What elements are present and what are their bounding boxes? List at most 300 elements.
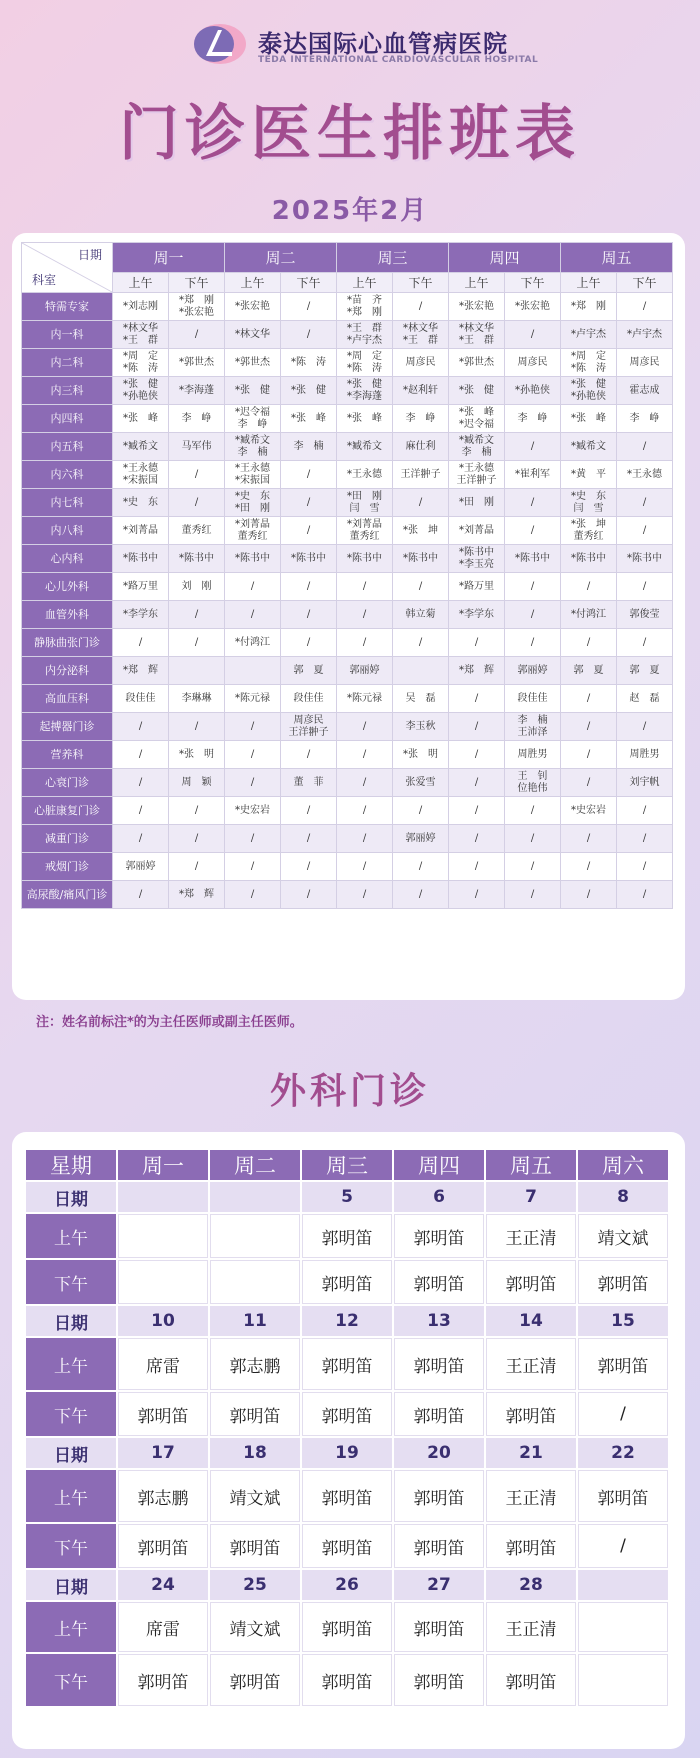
doctor-cell: 王正清 <box>486 1338 576 1390</box>
date-cell <box>118 1182 208 1212</box>
schedule-cell: / <box>449 629 505 657</box>
schedule-cell: 周胜男 <box>617 741 673 769</box>
date-cell: 26 <box>302 1570 392 1600</box>
schedule-cell: / <box>113 713 169 741</box>
schedule-cell: 郭丽婷 <box>337 657 393 685</box>
schedule-cell: 韩立菊 <box>393 601 449 629</box>
weekday-header: 周六 <box>578 1150 668 1180</box>
dept-label: 内分泌科 <box>22 657 113 685</box>
schedule-cell: / <box>337 713 393 741</box>
schedule-cell: *张 峰 <box>561 405 617 433</box>
schedule-cell: 董秀红 <box>169 517 225 545</box>
schedule-cell: *刘菁晶 <box>449 517 505 545</box>
header <box>0 0 700 80</box>
am-header: 上午 <box>561 273 617 293</box>
schedule-cell: / <box>169 321 225 349</box>
schedule-cell: 郭丽婷 <box>393 825 449 853</box>
dept-label: 起搏器门诊 <box>22 713 113 741</box>
schedule-cell: *臧希文 <box>113 433 169 461</box>
schedule-cell: / <box>337 769 393 797</box>
footnote: 注：姓名前标注*的为主任医师或副主任医师。 <box>36 1015 303 1030</box>
schedule-cell: *张 峰 <box>337 405 393 433</box>
schedule-cell: / <box>281 461 337 489</box>
schedule-cell: *郭世杰 <box>225 349 281 377</box>
schedule-cell: / <box>505 797 561 825</box>
schedule-cell: *路万里 <box>449 573 505 601</box>
schedule-cell: / <box>505 825 561 853</box>
schedule-cell: *王永德 <box>617 461 673 489</box>
schedule-cell: 马军伟 <box>169 433 225 461</box>
dept-label: 减重门诊 <box>22 825 113 853</box>
schedule-cell: *臧希文 <box>561 433 617 461</box>
schedule-cell: / <box>505 629 561 657</box>
schedule-cell: 吴 磊 <box>393 685 449 713</box>
doctor-cell: 郭明笛 <box>578 1260 668 1304</box>
schedule-cell: *郑 辉 <box>449 657 505 685</box>
date-label: 日期 <box>26 1570 116 1600</box>
doctor-cell: / <box>578 1392 668 1436</box>
schedule-cell: / <box>113 741 169 769</box>
doctor-cell: 郭明笛 <box>210 1654 300 1706</box>
schedule-cell: / <box>561 629 617 657</box>
schedule-cell: *王永德 *宋振国 <box>113 461 169 489</box>
date-cell <box>210 1182 300 1212</box>
date-cell: 17 <box>118 1438 208 1468</box>
dept-label: 心内科 <box>22 545 113 573</box>
weekday-header: 周一 <box>118 1150 208 1180</box>
schedule-cell: 张爱雪 <box>393 769 449 797</box>
table-row <box>22 349 673 377</box>
dept-label: 高尿酸/痛风门诊 <box>22 881 113 909</box>
schedule-cell: 段佳佳 <box>505 685 561 713</box>
schedule-cell: *林文华 *王 群 <box>449 321 505 349</box>
doctor-cell: 郭明笛 <box>486 1260 576 1304</box>
schedule-cell: / <box>281 573 337 601</box>
schedule-cell: *张 明 <box>393 741 449 769</box>
date-cell: 27 <box>394 1570 484 1600</box>
schedule-cell: 郭 夏 <box>561 657 617 685</box>
weekday-header: 周三 <box>302 1150 392 1180</box>
schedule-cell: *王永德 <box>337 461 393 489</box>
pm-header: 下午 <box>393 273 449 293</box>
doctor-cell: 郭明笛 <box>118 1392 208 1436</box>
date-cell <box>578 1570 668 1600</box>
schedule-cell: *史 东 <box>113 489 169 517</box>
table-row <box>22 517 673 545</box>
schedule-cell: / <box>617 825 673 853</box>
dept-label: 特需专家 <box>22 293 113 321</box>
date-cell: 22 <box>578 1438 668 1468</box>
schedule-cell: 郭 夏 <box>281 657 337 685</box>
am-header: 上午 <box>225 273 281 293</box>
doctor-cell: 王正清 <box>486 1470 576 1522</box>
schedule-cell <box>225 657 281 685</box>
schedule-cell: / <box>225 741 281 769</box>
doctor-cell: 郭明笛 <box>394 1654 484 1706</box>
table-row <box>22 629 673 657</box>
schedule-cell: / <box>281 881 337 909</box>
pm-label: 下午 <box>26 1260 116 1304</box>
doctor-cell: 郭明笛 <box>394 1524 484 1568</box>
doctor-cell: 郭明笛 <box>302 1470 392 1522</box>
schedule-cell: 段佳佳 <box>113 685 169 713</box>
table-row <box>22 489 673 517</box>
schedule-cell: / <box>617 433 673 461</box>
schedule-cell: / <box>561 825 617 853</box>
schedule-cell: 董 菲 <box>281 769 337 797</box>
hospital-logo-icon <box>192 22 248 66</box>
schedule-cell: 霍志成 <box>617 377 673 405</box>
schedule-cell: *卢宇杰 <box>561 321 617 349</box>
dept-label: 内七科 <box>22 489 113 517</box>
date-cell: 5 <box>302 1182 392 1212</box>
schedule-cell: *王永德 王洋翀子 <box>449 461 505 489</box>
doctor-cell <box>118 1214 208 1258</box>
schedule-cell: / <box>281 853 337 881</box>
doctor-cell: 郭明笛 <box>394 1602 484 1652</box>
schedule-cell: / <box>281 601 337 629</box>
schedule-cell: *王永德 *宋振国 <box>225 461 281 489</box>
schedule-cell: *陈元禄 <box>225 685 281 713</box>
doctor-cell: 靖文斌 <box>210 1470 300 1522</box>
am-label: 上午 <box>26 1602 116 1652</box>
schedule-cell: *田 刚 <box>449 489 505 517</box>
pm-label: 下午 <box>26 1392 116 1436</box>
corner-date-label: 日期 <box>77 248 102 262</box>
schedule-cell: / <box>281 517 337 545</box>
schedule-cell: *陈 涛 <box>281 349 337 377</box>
doctor-cell: / <box>578 1524 668 1568</box>
schedule-cell: / <box>169 797 225 825</box>
schedule-cell: *史 东 *田 刚 <box>225 489 281 517</box>
schedule-cell: *张 健 <box>225 377 281 405</box>
doctor-cell: 郭明笛 <box>302 1524 392 1568</box>
weekday-header: 星期 <box>26 1150 116 1180</box>
date-label: 日期 <box>26 1182 116 1212</box>
schedule-cell: / <box>281 293 337 321</box>
schedule-cell: / <box>281 629 337 657</box>
schedule-cell: 李 峥 <box>169 405 225 433</box>
schedule-cell: *张 健 *孙艳侠 <box>561 377 617 405</box>
dept-label: 内四科 <box>22 405 113 433</box>
schedule-cell: *林文华 <box>225 321 281 349</box>
day-header: 周二 <box>225 243 337 273</box>
schedule-cell: *崔利军 <box>505 461 561 489</box>
schedule-cell: *付鸿江 <box>561 601 617 629</box>
schedule-cell: / <box>393 293 449 321</box>
dept-label: 内八科 <box>22 517 113 545</box>
dept-label: 内二科 <box>22 349 113 377</box>
doctor-cell: 郭明笛 <box>394 1260 484 1304</box>
schedule-cell: *刘菁晶 董秀红 <box>225 517 281 545</box>
pm-header: 下午 <box>617 273 673 293</box>
hospital-name-cn: 泰达国际心血管病医院 <box>258 30 508 58</box>
schedule-cell: / <box>225 573 281 601</box>
doctor-cell: 王正清 <box>486 1602 576 1652</box>
schedule-cell: / <box>337 853 393 881</box>
doctor-cell: 郭明笛 <box>486 1524 576 1568</box>
am-label: 上午 <box>26 1470 116 1522</box>
schedule-cell: *王 群 *卢宇杰 <box>337 321 393 349</box>
pm-label: 下午 <box>26 1524 116 1568</box>
schedule-cell: *张 峰 <box>281 405 337 433</box>
doctor-cell: 郭明笛 <box>486 1392 576 1436</box>
doctor-cell: 郭明笛 <box>302 1214 392 1258</box>
date-cell: 14 <box>486 1306 576 1336</box>
schedule-cell: / <box>449 713 505 741</box>
schedule-cell: *陈元禄 <box>337 685 393 713</box>
doctor-cell: 郭明笛 <box>394 1338 484 1390</box>
schedule-cell: / <box>617 573 673 601</box>
schedule-cell: / <box>169 825 225 853</box>
schedule-cell: / <box>393 853 449 881</box>
date-cell: 20 <box>394 1438 484 1468</box>
schedule-cell: *陈书中 <box>617 545 673 573</box>
doctor-cell: 郭明笛 <box>210 1392 300 1436</box>
schedule-cell: *陈书中 <box>281 545 337 573</box>
dept-label: 心脏康复门诊 <box>22 797 113 825</box>
schedule-cell: *臧希文 <box>337 433 393 461</box>
schedule-cell: / <box>169 461 225 489</box>
schedule-cell: 刘宇帆 <box>617 769 673 797</box>
doctor-cell <box>210 1214 300 1258</box>
schedule-cell: *陈书中 <box>113 545 169 573</box>
schedule-cell: 李 峥 <box>505 405 561 433</box>
doctor-cell: 靖文斌 <box>578 1214 668 1258</box>
am-label: 上午 <box>26 1214 116 1258</box>
doctor-cell <box>118 1260 208 1304</box>
schedule-cell: *张 健 *李海蓬 <box>337 377 393 405</box>
schedule-cell: / <box>393 573 449 601</box>
schedule-cell: 郭俊莹 <box>617 601 673 629</box>
am-header: 上午 <box>337 273 393 293</box>
dept-label: 心衰门诊 <box>22 769 113 797</box>
doctor-cell: 郭明笛 <box>118 1524 208 1568</box>
schedule-cell: / <box>505 433 561 461</box>
schedule-cell: / <box>169 713 225 741</box>
schedule-cell: 李 峥 <box>617 405 673 433</box>
schedule-cell: / <box>281 489 337 517</box>
date-cell: 10 <box>118 1306 208 1336</box>
doctor-cell: 郭志鹏 <box>210 1338 300 1390</box>
schedule-cell: *陈书中 <box>337 545 393 573</box>
schedule-cell: / <box>617 489 673 517</box>
schedule-cell: / <box>561 853 617 881</box>
schedule-cell: *张 健 <box>449 377 505 405</box>
schedule-cell: *张 坤 <box>393 517 449 545</box>
schedule-cell: / <box>113 881 169 909</box>
schedule-cell: *卢宇杰 <box>617 321 673 349</box>
schedule-cell: 刘 刚 <box>169 573 225 601</box>
hospital-name-en: TEDA INTERNATIONAL CARDIOVASCULAR HOSPITAL <box>258 55 539 65</box>
schedule-cell: *郭世杰 <box>449 349 505 377</box>
schedule-cell: *史宏岩 <box>225 797 281 825</box>
date-cell: 18 <box>210 1438 300 1468</box>
schedule-cell: / <box>617 517 673 545</box>
schedule-cell: 周彦民 <box>393 349 449 377</box>
schedule-cell: 郭 夏 <box>617 657 673 685</box>
date-cell: 8 <box>578 1182 668 1212</box>
schedule-cell: *张 明 <box>169 741 225 769</box>
am-header: 上午 <box>113 273 169 293</box>
date-label: 日期 <box>26 1306 116 1336</box>
doctor-cell: 靖文斌 <box>210 1602 300 1652</box>
weekday-header: 周二 <box>210 1150 300 1180</box>
doctor-cell: 郭明笛 <box>302 1654 392 1706</box>
pm-label: 下午 <box>26 1654 116 1706</box>
schedule-cell: / <box>337 573 393 601</box>
table-row <box>22 713 673 741</box>
doctor-schedule-table <box>21 242 673 909</box>
doctor-cell: 郭志鹏 <box>118 1470 208 1522</box>
month-title: 2025年2月 <box>271 196 429 226</box>
schedule-cell: / <box>505 881 561 909</box>
schedule-cell: *张宏艳 <box>449 293 505 321</box>
date-cell: 7 <box>486 1182 576 1212</box>
table-row <box>22 741 673 769</box>
corner-cell <box>22 243 113 293</box>
schedule-cell: *郑 辉 <box>169 881 225 909</box>
dept-label: 营养科 <box>22 741 113 769</box>
schedule-cell: / <box>337 881 393 909</box>
schedule-cell: *陈书中 <box>505 545 561 573</box>
date-cell: 19 <box>302 1438 392 1468</box>
schedule-cell: *赵利轩 <box>393 377 449 405</box>
table-row <box>22 853 673 881</box>
schedule-cell: *臧希文 李 楠 <box>225 433 281 461</box>
schedule-cell: / <box>393 629 449 657</box>
table-row <box>22 405 673 433</box>
date-cell: 12 <box>302 1306 392 1336</box>
schedule-cell: / <box>281 321 337 349</box>
schedule-cell: / <box>617 881 673 909</box>
schedule-cell: / <box>561 713 617 741</box>
day-header: 周五 <box>561 243 673 273</box>
schedule-cell: *张 健 <box>281 377 337 405</box>
schedule-cell: 李玉秋 <box>393 713 449 741</box>
schedule-cell: 周彦民 王洋翀子 <box>281 713 337 741</box>
schedule-cell: / <box>169 601 225 629</box>
dept-label: 戒烟门诊 <box>22 853 113 881</box>
table-row <box>22 881 673 909</box>
schedule-cell: *刘菁晶 <box>113 517 169 545</box>
schedule-cell: / <box>225 853 281 881</box>
date-cell: 6 <box>394 1182 484 1212</box>
page-title: 门诊医生排班表 <box>119 99 581 169</box>
schedule-cell: / <box>113 769 169 797</box>
am-header: 上午 <box>449 273 505 293</box>
schedule-cell: / <box>449 881 505 909</box>
date-cell: 11 <box>210 1306 300 1336</box>
table-row <box>22 433 673 461</box>
date-cell: 28 <box>486 1570 576 1600</box>
schedule-cell: 周彦民 <box>505 349 561 377</box>
doctor-cell: 席雷 <box>118 1338 208 1390</box>
schedule-cell: / <box>281 797 337 825</box>
day-header: 周一 <box>113 243 225 273</box>
schedule-cell: / <box>337 797 393 825</box>
schedule-cell: *迟令福 李 峥 <box>225 405 281 433</box>
doctor-cell: 郭明笛 <box>394 1214 484 1258</box>
date-cell: 25 <box>210 1570 300 1600</box>
schedule-cell: *李海蓬 <box>169 377 225 405</box>
schedule-cell: / <box>281 741 337 769</box>
schedule-cell: 李 楠 <box>281 433 337 461</box>
dept-label: 内一科 <box>22 321 113 349</box>
dept-label: 内五科 <box>22 433 113 461</box>
surgery-schedule-table <box>24 1148 670 1708</box>
schedule-cell: / <box>505 573 561 601</box>
schedule-cell: *路万里 <box>113 573 169 601</box>
schedule-cell: / <box>505 601 561 629</box>
day-header: 周三 <box>337 243 449 273</box>
table-row <box>22 685 673 713</box>
schedule-cell: *孙艳侠 <box>505 377 561 405</box>
date-cell: 21 <box>486 1438 576 1468</box>
schedule-cell: 麻仕利 <box>393 433 449 461</box>
pm-header: 下午 <box>281 273 337 293</box>
table-row <box>22 321 673 349</box>
schedule-cell: / <box>449 825 505 853</box>
date-cell: 15 <box>578 1306 668 1336</box>
schedule-cell: *郭世杰 <box>169 349 225 377</box>
schedule-cell: 王洋翀子 <box>393 461 449 489</box>
schedule-cell: *张 峰 *迟令福 <box>449 405 505 433</box>
doctor-cell: 郭明笛 <box>302 1260 392 1304</box>
date-label: 日期 <box>26 1438 116 1468</box>
table-row <box>22 461 673 489</box>
schedule-cell: / <box>337 629 393 657</box>
date-cell: 13 <box>394 1306 484 1336</box>
table-row <box>22 825 673 853</box>
dept-label: 内六科 <box>22 461 113 489</box>
schedule-cell: *张 峰 <box>113 405 169 433</box>
doctor-cell: 郭明笛 <box>394 1392 484 1436</box>
schedule-cell: *田 刚 闫 雪 <box>337 489 393 517</box>
schedule-cell: *郑 辉 <box>113 657 169 685</box>
dept-label: 内三科 <box>22 377 113 405</box>
schedule-cell: *林文华 *王 群 <box>393 321 449 349</box>
schedule-cell: 周胜男 <box>505 741 561 769</box>
schedule-cell: 周彦民 <box>617 349 673 377</box>
schedule-cell: 李琳琳 <box>169 685 225 713</box>
table-row <box>22 657 673 685</box>
weekday-header: 周四 <box>394 1150 484 1180</box>
schedule-cell: / <box>449 685 505 713</box>
schedule-cell: / <box>393 797 449 825</box>
schedule-cell: *陈书中 <box>225 545 281 573</box>
schedule-cell: *郑 刚 *张宏艳 <box>169 293 225 321</box>
schedule-cell: / <box>281 825 337 853</box>
schedule-cell: / <box>561 769 617 797</box>
dept-label: 高血压科 <box>22 685 113 713</box>
schedule-cell: / <box>617 797 673 825</box>
corner-dept-label: 科室 <box>32 273 57 287</box>
schedule-cell: / <box>225 881 281 909</box>
doctor-cell: 席雷 <box>118 1602 208 1652</box>
table-row <box>22 769 673 797</box>
schedule-cell: *郑 刚 <box>561 293 617 321</box>
doctor-cell: 王正清 <box>486 1214 576 1258</box>
schedule-cell: *刘志刚 <box>113 293 169 321</box>
schedule-cell: / <box>561 881 617 909</box>
schedule-cell: *陈书中 <box>393 545 449 573</box>
schedule-cell: / <box>169 489 225 517</box>
schedule-cell: *周 定 *陈 涛 <box>561 349 617 377</box>
schedule-cell: / <box>505 489 561 517</box>
schedule-cell: / <box>449 769 505 797</box>
schedule-cell: *陈书中 *李玉亮 <box>449 545 505 573</box>
